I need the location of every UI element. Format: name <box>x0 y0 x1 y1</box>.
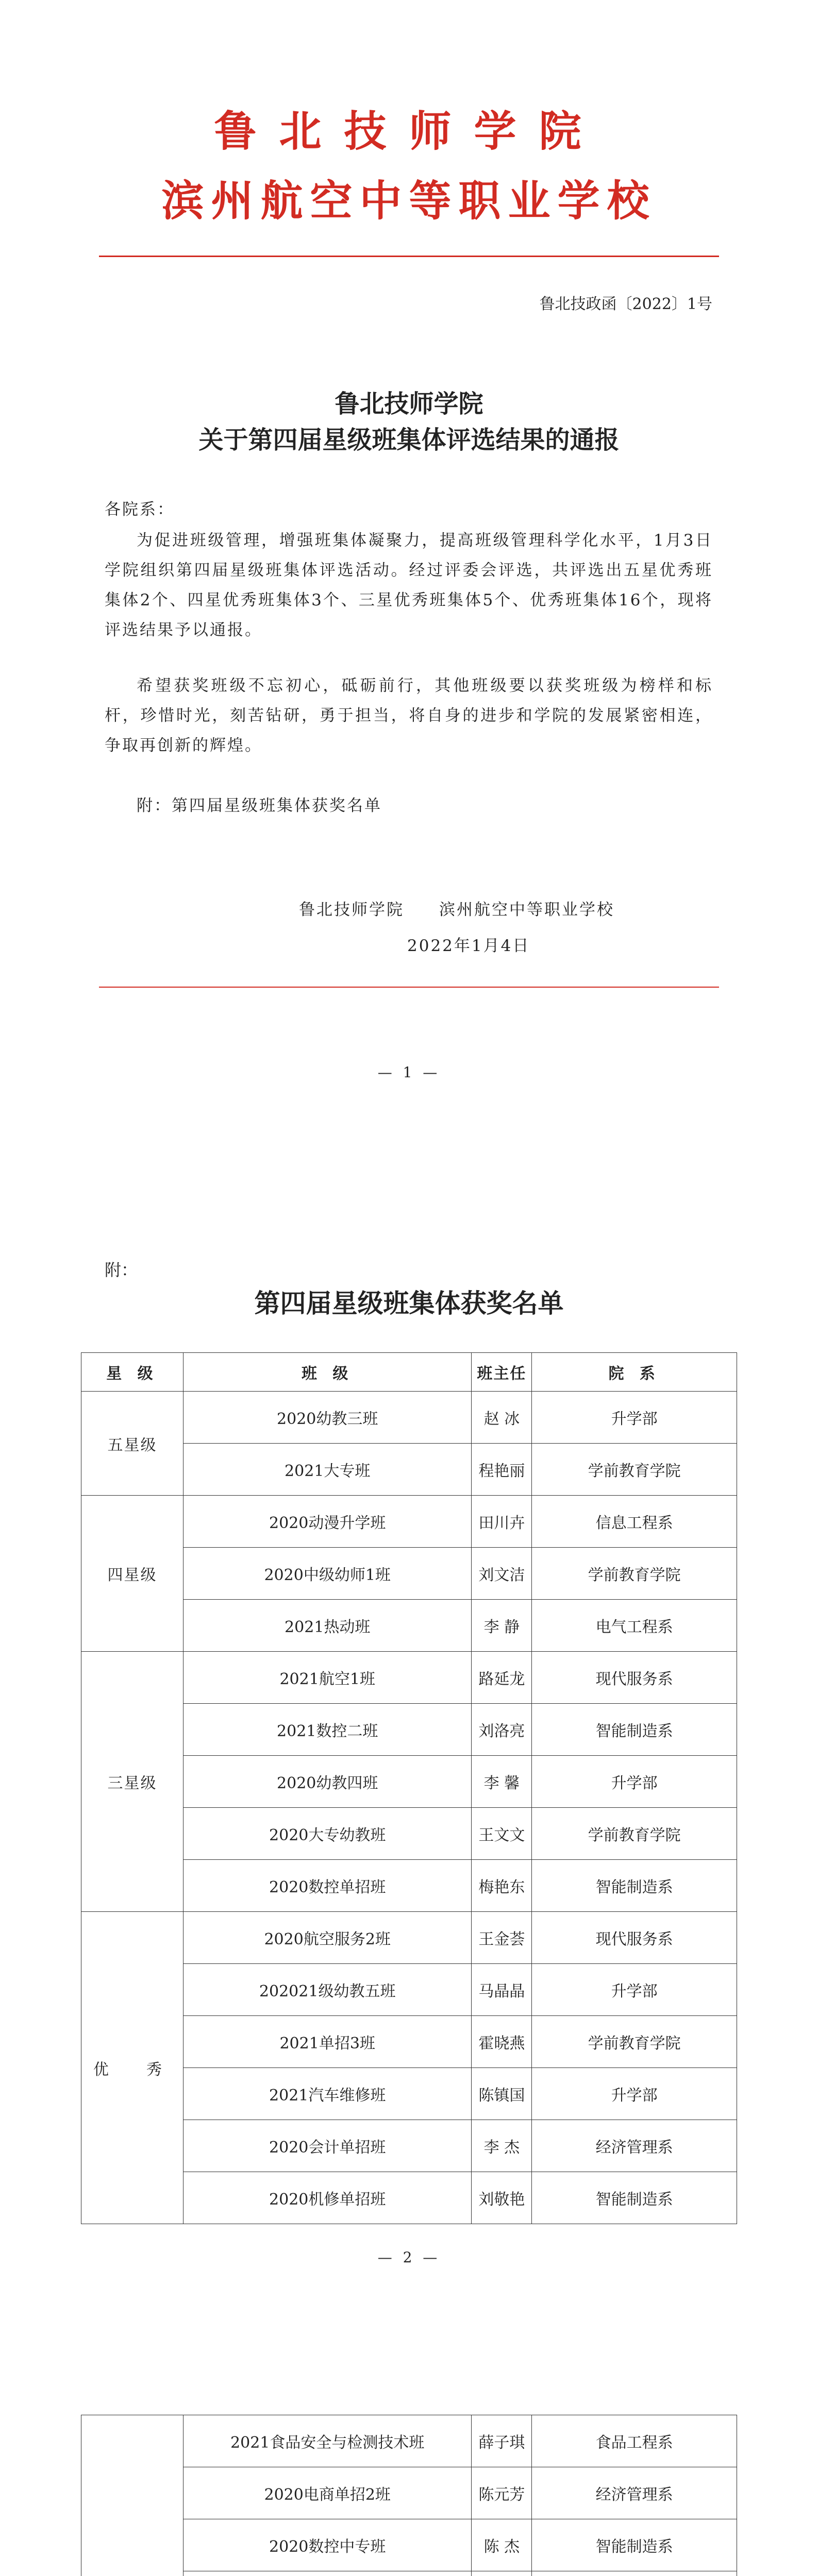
teacher-cell: 王文文 <box>472 1808 532 1860</box>
awards-table-page3 <box>81 2415 737 2576</box>
table-row <box>81 1392 737 1444</box>
teacher-cell: 程艳丽 <box>472 1444 532 1496</box>
attachment-title: 第四届星级班集体获奖名单 <box>254 1288 564 1318</box>
teacher-cell: 刘文洁 <box>472 1548 532 1600</box>
level-excellent <box>81 2415 183 2576</box>
header-divider <box>99 256 719 257</box>
dept-cell <box>532 2571 737 2576</box>
attachment-label: 附： <box>105 1260 138 1280</box>
dept-cell: 升学部 <box>532 1392 737 1444</box>
dept-cell: 升学部 <box>532 1756 737 1808</box>
teacher-cell: 李 杰 <box>472 2120 532 2172</box>
footer-divider <box>99 987 719 988</box>
teacher-cell: 陈元芳 <box>472 2467 532 2519</box>
class-cell: 202021级幼教五班 <box>183 1964 472 2016</box>
teacher-cell: 梅艳东 <box>472 1860 532 1912</box>
teacher-cell: 路延龙 <box>472 1652 532 1704</box>
teacher-cell: 王金荟 <box>472 1912 532 1964</box>
dept-cell: 学前教育学院 <box>532 1808 737 1860</box>
teacher-cell: 霍晓燕 <box>472 2016 532 2068</box>
dept-cell: 电气工程系 <box>532 1600 737 1652</box>
header-school-name-2: 滨州航空中等职业学校 <box>161 177 657 226</box>
dept-cell: 智能制造系 <box>532 1860 737 1912</box>
class-cell: 2020动漫升学班 <box>183 1496 472 1548</box>
class-cell: 2021汽车维修班 <box>183 2068 472 2120</box>
class-cell: 2020电商单招2班 <box>183 2467 472 2519</box>
class-cell: 2021大专班 <box>183 1444 472 1496</box>
column-header-dept: 院 系 <box>532 1353 737 1392</box>
dept-cell: 学前教育学院 <box>532 2016 737 2068</box>
level-five-star: 五星级 <box>81 1392 183 1496</box>
dept-cell: 现代服务系 <box>532 1652 737 1704</box>
class-cell <box>183 2571 472 2576</box>
notice-title-line2: 关于第四届星级班集体评选结果的通报 <box>198 426 620 454</box>
teacher-cell: 刘洛亮 <box>472 1704 532 1756</box>
dept-cell: 智能制造系 <box>532 2519 737 2571</box>
class-cell: 2020会计单招班 <box>183 2120 472 2172</box>
column-header-level: 星 级 <box>81 1353 183 1392</box>
notice-title-line1: 鲁北技师学院 <box>335 389 483 418</box>
page-number-2: — 2 — <box>377 2249 441 2266</box>
column-header-teacher: 班主任 <box>472 1353 532 1392</box>
level-three-star: 三星级 <box>81 1652 183 1912</box>
signature: 鲁北技师学院 滨州航空中等职业学校 <box>299 901 614 919</box>
teacher-cell: 李 馨 <box>472 1756 532 1808</box>
dept-cell: 食品工程系 <box>532 2415 737 2467</box>
paragraph-2: 希望获奖班级不忘初心，砥砺前行，其他班级要以获奖班级为榜样和标杆，珍惜时光，刻苦钻研，勇于担当，将自身的进步和学院的发展紧密相连，争取再创新的辉煌。 <box>105 676 713 755</box>
teacher-cell: 刘敬艳 <box>472 2172 532 2224</box>
class-cell: 2021单招3班 <box>183 2016 472 2068</box>
class-cell: 2020幼教三班 <box>183 1392 472 1444</box>
class-cell: 2021食品安全与检测技术班 <box>183 2415 472 2467</box>
class-cell: 2020数控中专班 <box>183 2519 472 2571</box>
class-cell: 2021数控二班 <box>183 1704 472 1756</box>
teacher-cell <box>472 2571 532 2576</box>
teacher-cell: 赵 冰 <box>472 1392 532 1444</box>
document-number: 鲁北技政函〔2022〕1号 <box>539 295 712 313</box>
dept-cell: 智能制造系 <box>532 1704 737 1756</box>
level-four-star: 四星级 <box>81 1496 183 1652</box>
table-row <box>81 1912 737 1964</box>
dept-cell: 学前教育学院 <box>532 1548 737 1600</box>
paragraph-1: 为促进班级管理，增强班集体凝聚力，提高班级管理科学化水平，1月3日学院组织第四届星级班集体评选活动。经过评委会评选，共评选出五星优秀班集体2个、四星优秀班集体3个、三星优秀班集体5个、优秀班集体16个，现将评选结果予以通报。 <box>105 531 713 639</box>
teacher-cell: 陈镇国 <box>472 2068 532 2120</box>
dept-cell: 经济管理系 <box>532 2120 737 2172</box>
dept-cell: 信息工程系 <box>532 1496 737 1548</box>
class-cell: 2020机修单招班 <box>183 2172 472 2224</box>
table-row <box>81 2415 737 2467</box>
class-cell: 2021热动班 <box>183 1600 472 1652</box>
teacher-cell: 马晶晶 <box>472 1964 532 2016</box>
class-cell: 2021航空1班 <box>183 1652 472 1704</box>
dept-cell: 升学部 <box>532 1964 737 2016</box>
dept-cell: 智能制造系 <box>532 2172 737 2224</box>
class-cell: 2020航空服务2班 <box>183 1912 472 1964</box>
dept-cell: 升学部 <box>532 2068 737 2120</box>
dept-cell: 学前教育学院 <box>532 1444 737 1496</box>
class-cell: 2020大专幼教班 <box>183 1808 472 1860</box>
page-number-1: — 1 — <box>377 1064 441 1081</box>
salutation: 各院系： <box>105 500 175 519</box>
level-excellent: 优 秀 <box>81 1912 183 2224</box>
awards-table-page2 <box>81 1352 737 2224</box>
attachment-note: 附：第四届星级班集体获奖名单 <box>137 796 382 815</box>
dept-cell: 经济管理系 <box>532 2467 737 2519</box>
table-row <box>81 1496 737 1548</box>
dept-cell: 现代服务系 <box>532 1912 737 1964</box>
table-header-row <box>81 1353 737 1392</box>
issue-date: 2022年1月4日 <box>407 937 530 955</box>
teacher-cell: 田川卉 <box>472 1496 532 1548</box>
class-cell: 2020数控单招班 <box>183 1860 472 1912</box>
teacher-cell: 陈 杰 <box>472 2519 532 2571</box>
teacher-cell: 薛子琪 <box>472 2415 532 2467</box>
class-cell: 2020幼教四班 <box>183 1756 472 1808</box>
teacher-cell: 李 静 <box>472 1600 532 1652</box>
class-cell: 2020中级幼师1班 <box>183 1548 472 1600</box>
header-school-name: 鲁北技师学院 <box>214 107 604 156</box>
table-row <box>81 1652 737 1704</box>
column-header-class: 班 级 <box>183 1353 472 1392</box>
